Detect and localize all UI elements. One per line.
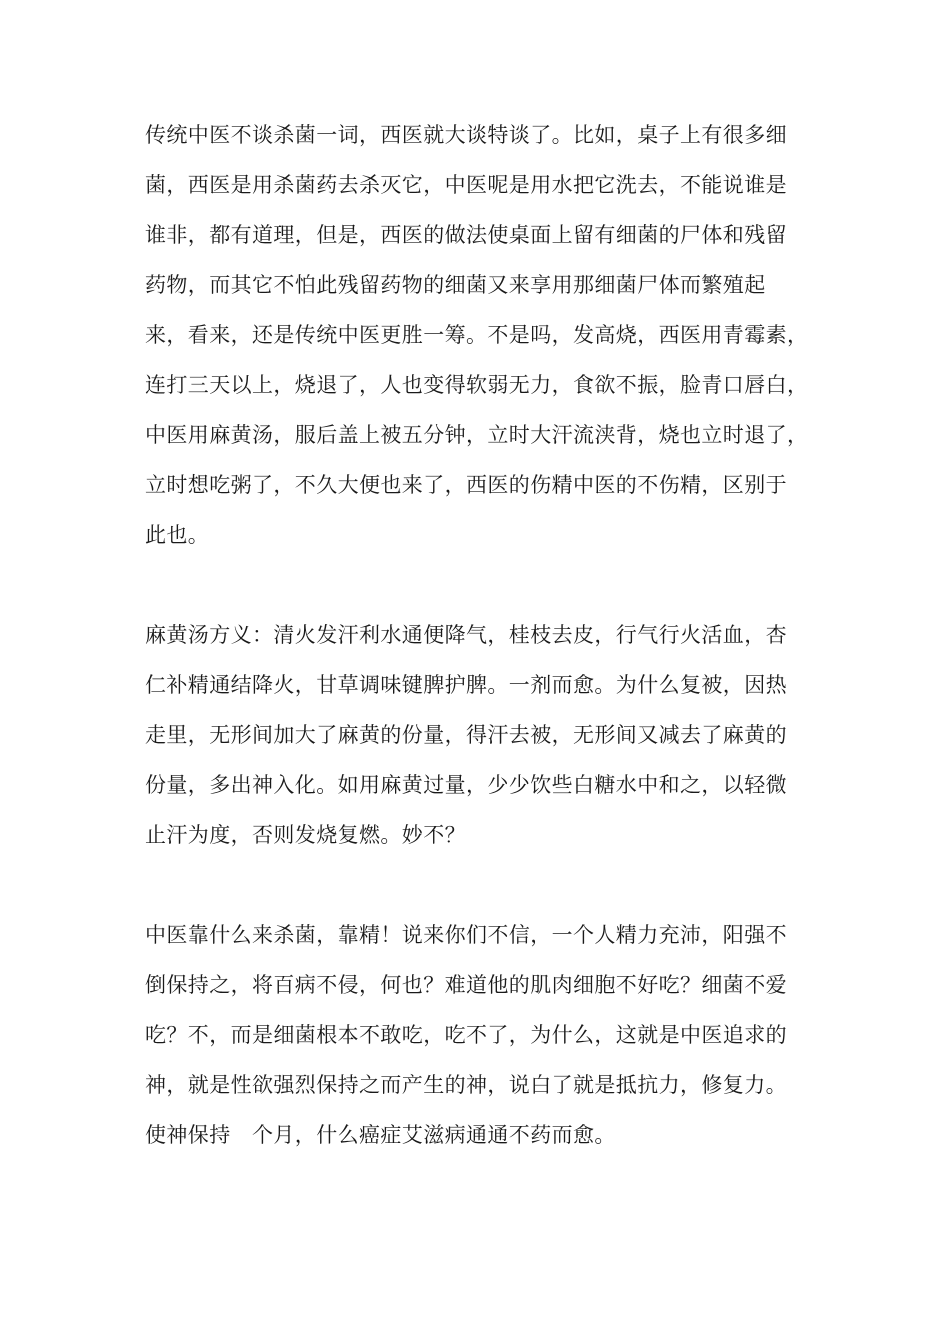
text-line: 菌，西医是用杀菌药去杀灭它，中医呢是用水把它洗去，不能说谁是 (145, 173, 787, 197)
text-line: 中医靠什么来杀菌，靠精！说来你们不信，一个人精力充沛，阳强不 (145, 923, 787, 947)
paragraph-mahuang-decoction (145, 610, 810, 860)
text-line: 神，就是性欲强烈保持之而产生的神，说白了就是抵抗力，修复力。 (145, 1073, 787, 1097)
paragraph-essence (145, 910, 810, 1160)
text-line: 使神保持 个月，什么癌症艾滋病通通不药而愈。 (145, 1123, 616, 1147)
text-line: 走里，无形间加大了麻黄的份量，得汗去被，无形间又减去了麻黄的 (145, 723, 787, 747)
text-line: 倒保持之，将百病不侵，何也？难道他的肌肉细胞不好吃？细菌不爱 (145, 973, 787, 997)
text-line: 此也。 (145, 523, 210, 547)
paragraph-germ-killing (145, 110, 810, 560)
text-line: 吃？不，而是细菌根本不敢吃，吃不了，为什么，这就是中医追求的 (145, 1023, 787, 1047)
text-line: 立时想吃粥了，不久大便也来了，西医的伤精中医的不伤精，区别于 (145, 473, 787, 497)
text-line: 仁补精通结降火，甘草调味键脾护脾。一剂而愈。为什么复被，因热 (145, 673, 787, 697)
text-line: 连打三天以上，烧退了，人也变得软弱无力，食欲不振，脸青口唇白， (145, 373, 809, 397)
text-line: 传统中医不谈杀菌一词，西医就大谈特谈了。比如，桌子上有很多细 (145, 123, 787, 147)
text-line: 麻黄汤方义：清火发汗利水通便降气，桂枝去皮，行气行火活血，杏 (145, 623, 787, 647)
text-line: 来，看来，还是传统中医更胜一筹。不是吗，发高烧，西医用青霉素， (145, 323, 809, 347)
text-line: 份量，多出神入化。如用麻黄过量，少少饮些白糖水中和之，以轻微 (145, 773, 787, 797)
text-line: 止汗为度，否则发烧复燃。妙不？ (145, 823, 466, 847)
text-line: 药物，而其它不怕此残留药物的细菌又来享用那细菌尸体而繁殖起 (145, 273, 766, 297)
text-line: 中医用麻黄汤，服后盖上被五分钟，立时大汗流浃背，烧也立时退了， (145, 423, 809, 447)
text-line: 谁非，都有道理，但是，西医的做法使桌面上留有细菌的尸体和残留 (145, 223, 787, 247)
